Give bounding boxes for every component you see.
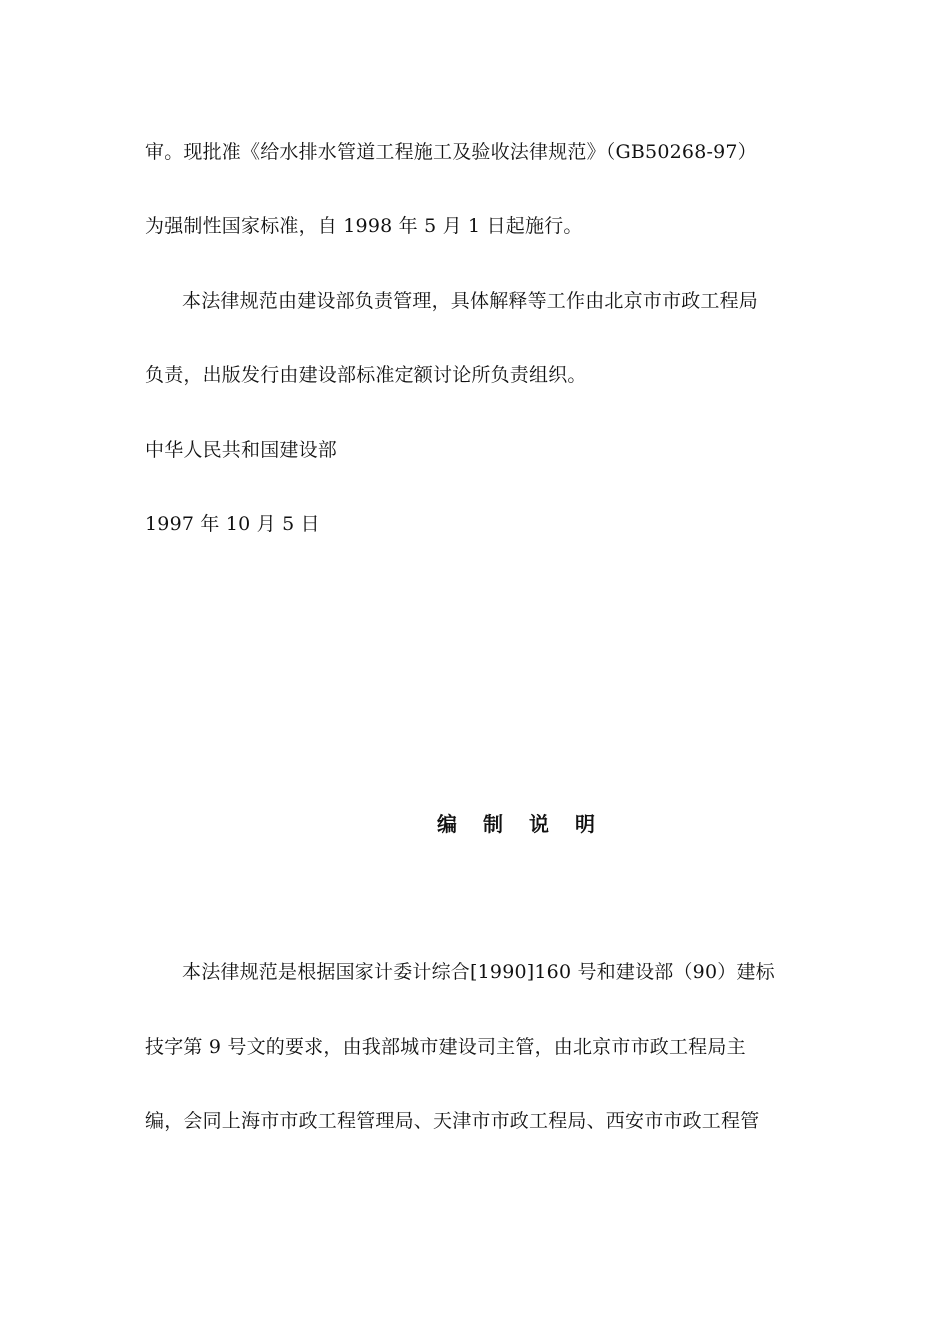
section-heading: 编 制 说 明 [437, 812, 598, 836]
paragraph-line: 为强制性国家标准，自 1998 年 5 月 1 日起施行。 [145, 215, 583, 237]
paragraph-line: 编，会同上海市市政工程管理局、天津市市政工程局、西安市市政工程管 [145, 1110, 760, 1132]
paragraph-line: 本法律规范是根据国家计委计综合[1990]160 号和建设部（90）建标 [182, 961, 775, 983]
paragraph-line: 负责，出版发行由建设部标准定额讨论所负责组织。 [145, 364, 587, 386]
paragraph-line: 审。现批准《给水排水管道工程施工及验收法律规范》（GB50268-97） [145, 141, 757, 163]
paragraph-line: 本法律规范由建设部负责管理，具体解释等工作由北京市市政工程局 [182, 290, 759, 312]
signature-date: 1997 年 10 月 5 日 [145, 513, 320, 535]
paragraph-line: 技字第 9 号文的要求，由我部城市建设司主管，由北京市市政工程局主 [145, 1036, 746, 1058]
signature-org: 中华人民共和国建设部 [145, 439, 338, 461]
